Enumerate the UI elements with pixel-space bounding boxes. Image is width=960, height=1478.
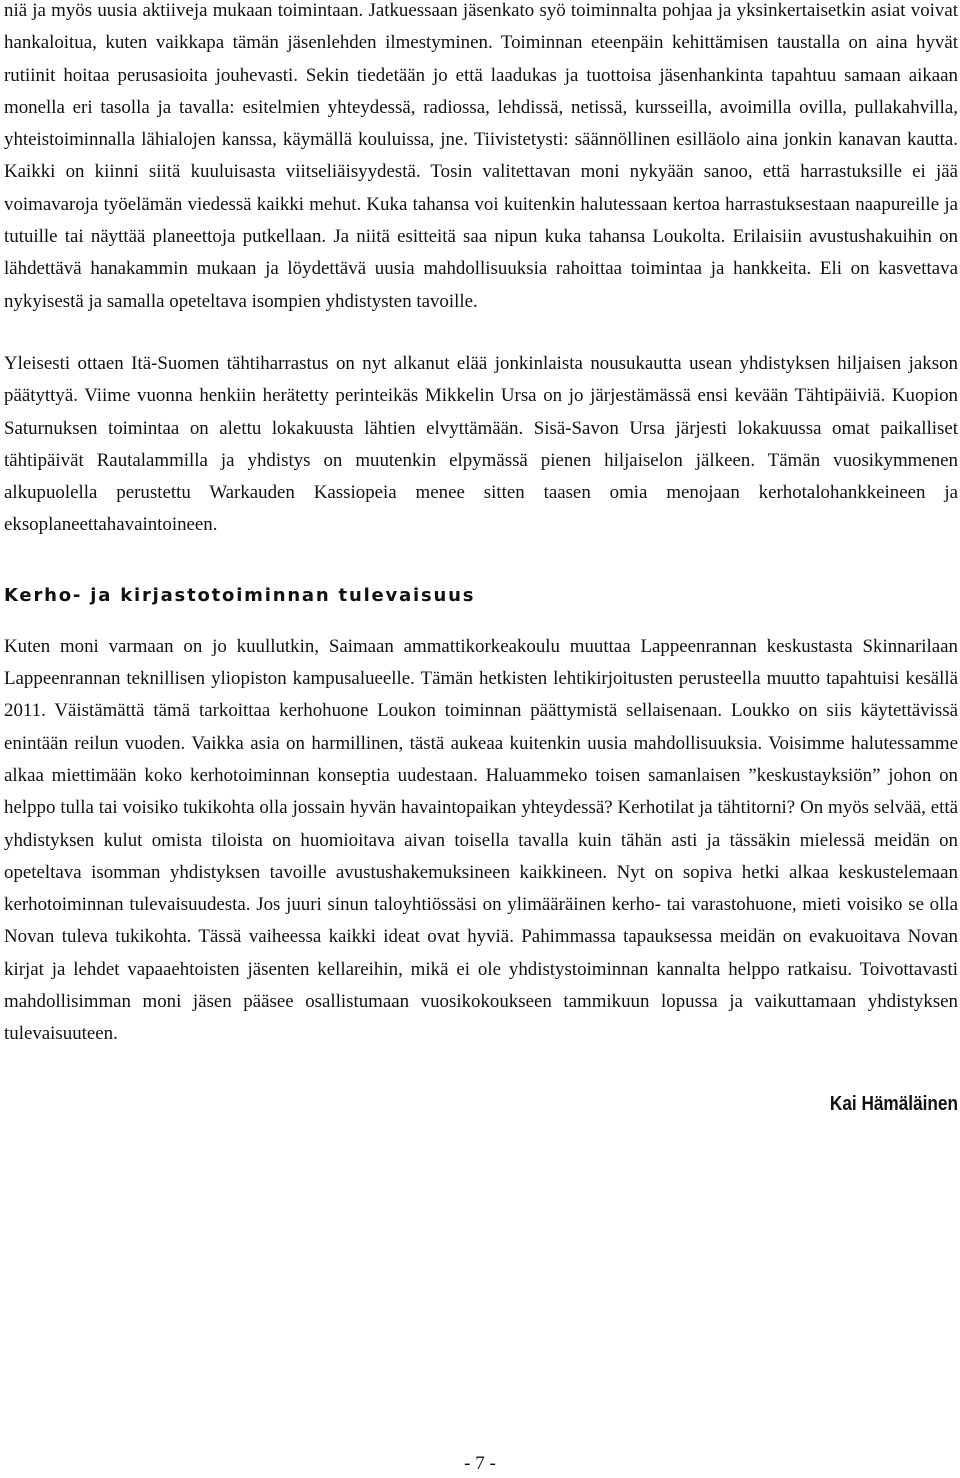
body-paragraph-3: Kuten moni varmaan on jo kuullutkin, Saimaan ammattikorkeakoulu muuttaa Lappeenrannan keskustasta Skinnarilaan Lappeenrannan teknillisen yliopiston kampusalueelle. Tämän hetkisten lehtikirjoitusten perusteella muutto tapahtuisi kesällä 2011. Väistämättä tämä tarkoittaa kerhohuone Loukon toiminnan päättymistä sellaisenaan. Loukko on siis käytettävissä enintään reilun vuoden. Vaikka asia on harmillinen, tästä aukeaa kuitenkin uusia mahdollisuuksia. Voisimme halutessamme alkaa miettimään koko kerhotoiminnan konseptia uudestaan. Haluammeko toisen samanlaisen ”keskustayksiön” johon on helppo tulla tai voisiko tukikohta olla jossain hyvän havaintopaikan yhteydessä? Kerhotilat ja tähtitorni? On myös selvää, että yhdistyksen kulut omista tiloista on huomioitava aivan toisella tavalla kuin tähän asti ja tässäkin mielessä meidän on opeteltava isomman yhdistyksen tavoille avustushakemuksineen kaikkineen. Nyt on sopiva hetki alkaa keskustelemaan kerhotoiminnan tulevaisuudesta. Jos juuri sinun taloyhtiössäsi on ylimääräinen kerho- tai varastohuone, mieti voisiko se olla Novan tuleva tukikohta. Tässä vaiheessa kaikki ideat ovat hyviä. Pahimmassa tapauksessa meidän on evakuoitava Novan kirjat ja lehdet vapaaehtoisten jäsenten kellareihin, mikä ei ole yhdistystoiminnan kannalta helppo ratkaisu. Toivottavasti mahdollisimman moni jäsen pääsee osallistumaan vuosikokoukseen tammikuun lopussa ja vaikuttamaan yhdistyksen tulevaisuuteen.	[4, 635, 958, 1045]
body-paragraph-2: Yleisesti ottaen Itä-Suomen tähtiharrastus on nyt alkanut elää jonkinlaista nousukautta usean yhdistyksen hiljaisen jakson päätyttyä. Viime vuonna henkiin herätetty perinteikäs Mikkelin Ursa on jo järjestämässä ensi kevään Tähtipäiviä. Kuopion Saturnuksen toimintaa on alettu lokakuusta lähtien elvyttämään. Sisä-Savon Ursa järjesti lokakuussa omat paikalliset tähtipäivät Rautalammilla ja yhdistys on muutenkin elpymässä pienen hiljaiselon jälkeen. Tämän vuosikymmenen alkupuolella perustettu Warkauden Kassiopeia menee sitten taasen omia menojaan kerhotalohankkeineen ja eksoplaneettahavaintoineen.	[4, 352, 958, 536]
page-number: - 7 -	[464, 1453, 496, 1474]
body-paragraph-1: niä ja myös uusia aktiiveja mukaan toimintaan. Jatkuessaan jäsenkato syö toiminnalta pohjaa ja yksinkertaisetkin asiat voivat hankaloitua, kuten vaikkapa tämän jäsenlehden ilmestyminen. Toiminnan eteenpäin kehittämisen taustalla on aina hyvät rutiinit hoitaa perusasioita jouhevasti. Sekin tiedetään jo että laadukas ja tuottoisa jäsenhankinta tapahtuu samaan aikaan monella eri tasolla ja tavalla: esitelmien yhteydessä, radiossa, lehdissä, netissä, kursseilla, avoimilla ovilla, pullakahvilla, yhteistoiminnalla lähialojen kanssa, käymällä kouluissa, jne. Tiivistetysti: säännöllinen esilläolo aina jonkin kanavan kautta. Kaikki on kiinni siitä kuuluisasta viitseliäisyydestä. Tosin valitettavan moni nykyään sanoo, että harrastuksille ei jää voimavaroja työelämän viedessä kaikki mehut. Kuka tahansa voi kuitenkin halutessaan kertoa harrastuksestaan naapureille ja tutuille tai näyttää planeettoja putkellaan. Ja niitä esitteitä saa nipun kuka tahansa Loukolta. Erilaisiin avustushakuihin on lähdettävä hanakammin mukaan ja löydettävä uusia mahdollisuuksia rahoittaa toimintaa ja hankkeita. Eli on kasvettava nykyisestä ja samalla opeteltava isompien yhdistysten tavoille.	[4, 0, 958, 312]
article-page	[4, 0, 958, 1116]
author-signature: Kai Hämäläinen	[829, 1092, 958, 1115]
section-heading: Kerho- ja kirjastotoiminnan tulevaisuus	[4, 584, 476, 606]
